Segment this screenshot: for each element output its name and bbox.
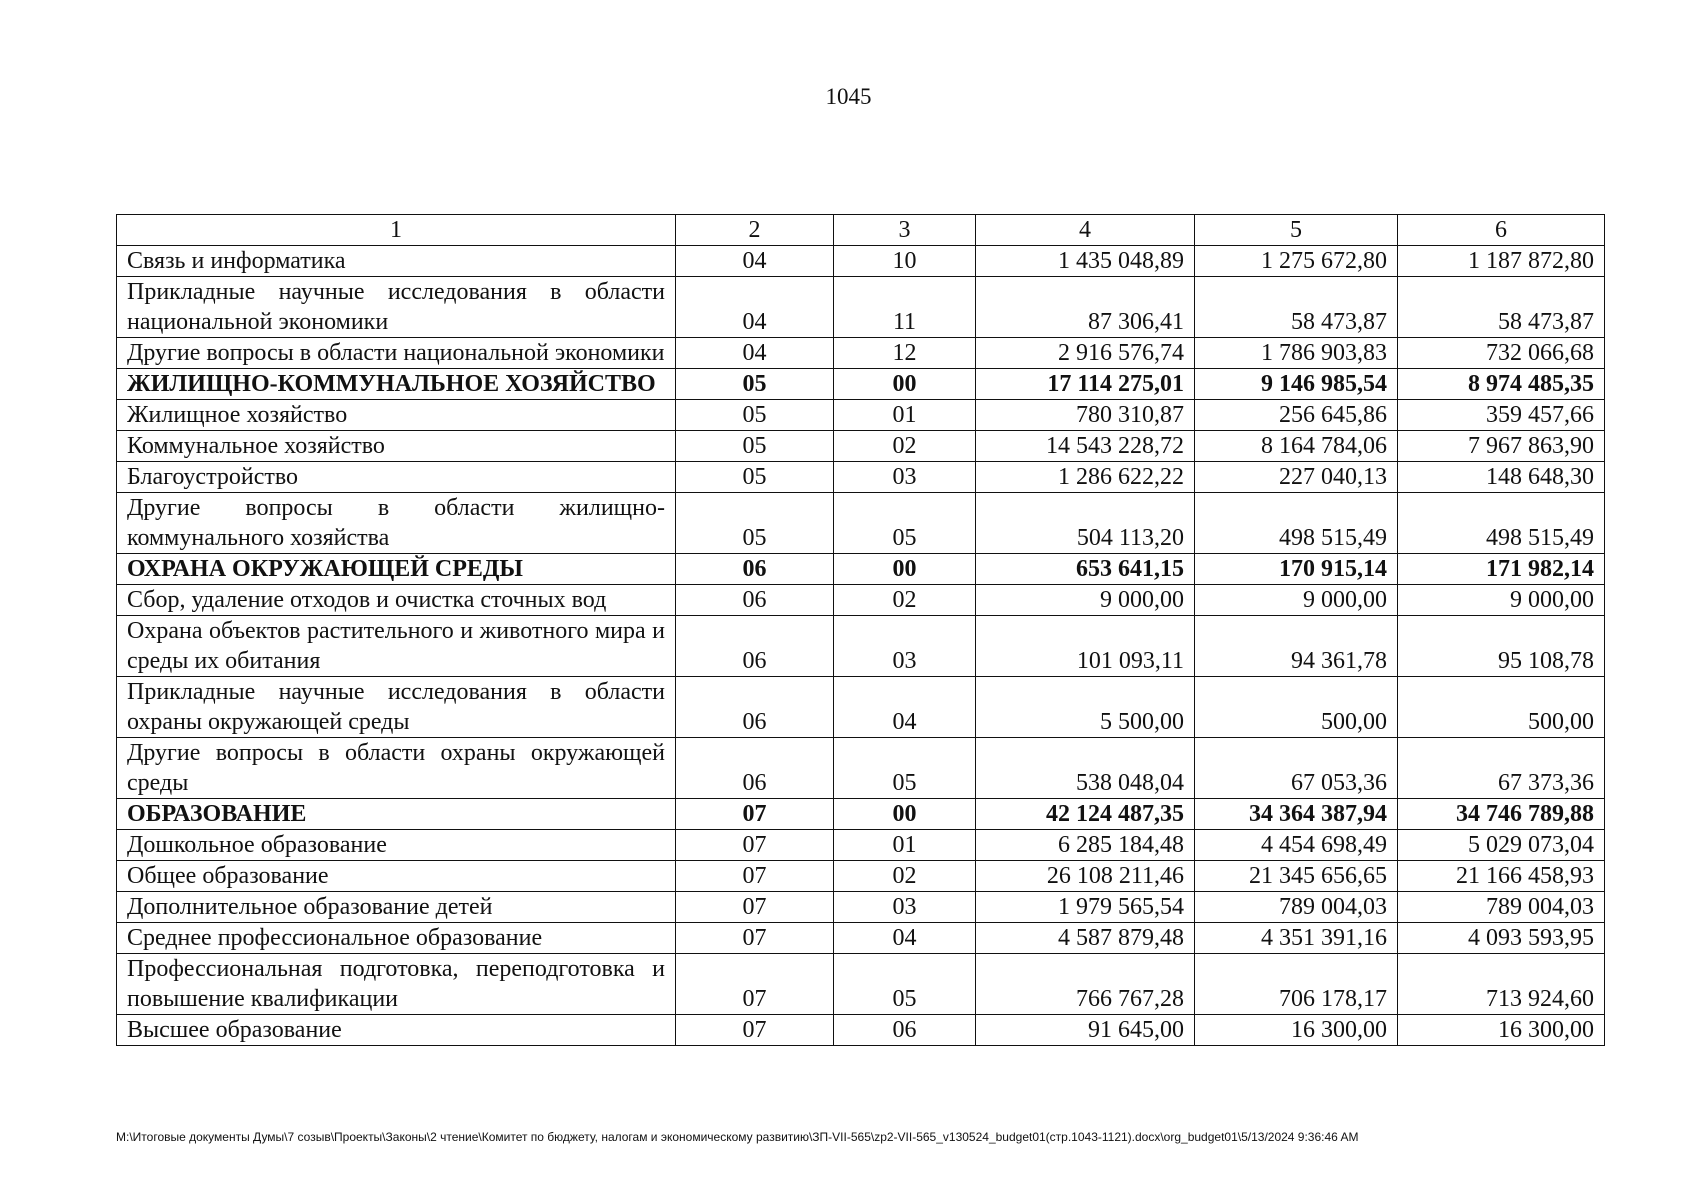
- section-code: 04: [676, 338, 834, 369]
- table-row: [117, 799, 1605, 830]
- section-code: 05: [676, 369, 834, 400]
- section-code: 07: [676, 923, 834, 954]
- table-row: [117, 954, 1605, 1015]
- budget-item-name: Высшее образование: [117, 1015, 676, 1046]
- subsection-code: 02: [834, 585, 976, 616]
- budget-item-name: Другие вопросы в области жилищно-коммунального хозяйства: [117, 493, 676, 554]
- table-header-row: [117, 215, 1605, 246]
- amount-col-6: 732 066,68: [1398, 338, 1605, 369]
- subsection-code: 06: [834, 1015, 976, 1046]
- table-row: [117, 923, 1605, 954]
- table-row: [117, 1015, 1605, 1046]
- amount-col-6: 9 000,00: [1398, 585, 1605, 616]
- table-row: [117, 246, 1605, 277]
- table-row: [117, 861, 1605, 892]
- amount-col-6: 148 648,30: [1398, 462, 1605, 493]
- section-code: 04: [676, 277, 834, 338]
- subsection-code: 12: [834, 338, 976, 369]
- column-header-3: 3: [834, 215, 976, 246]
- subsection-code: 03: [834, 892, 976, 923]
- subsection-code: 02: [834, 431, 976, 462]
- amount-col-5: 170 915,14: [1195, 554, 1398, 585]
- column-header-2: 2: [676, 215, 834, 246]
- section-code: 04: [676, 246, 834, 277]
- subsection-code: 02: [834, 861, 976, 892]
- amount-col-5: 498 515,49: [1195, 493, 1398, 554]
- table-row: [117, 277, 1605, 338]
- subsection-code: 05: [834, 493, 976, 554]
- amount-col-4: 14 543 228,72: [976, 431, 1195, 462]
- amount-col-5: 21 345 656,65: [1195, 861, 1398, 892]
- amount-col-6: 4 093 593,95: [1398, 923, 1605, 954]
- section-code: 07: [676, 954, 834, 1015]
- budget-item-name: Общее образование: [117, 861, 676, 892]
- amount-col-6: 16 300,00: [1398, 1015, 1605, 1046]
- amount-col-4: 653 641,15: [976, 554, 1195, 585]
- column-header-6: 6: [1398, 215, 1605, 246]
- budget-item-name: Профессиональная подготовка, переподготовка и повышение квалификации: [117, 954, 676, 1015]
- table-row: [117, 616, 1605, 677]
- table-row: [117, 677, 1605, 738]
- budget-table: [116, 214, 1605, 1046]
- amount-col-4: 91 645,00: [976, 1015, 1195, 1046]
- budget-item-name: Охрана объектов растительного и животного мира и среды их обитания: [117, 616, 676, 677]
- subsection-code: 04: [834, 923, 976, 954]
- section-code: 05: [676, 431, 834, 462]
- budget-item-name: ОБРАЗОВАНИЕ: [117, 799, 676, 830]
- amount-col-6: 95 108,78: [1398, 616, 1605, 677]
- amount-col-6: 8 974 485,35: [1398, 369, 1605, 400]
- column-header-4: 4: [976, 215, 1195, 246]
- amount-col-6: 34 746 789,88: [1398, 799, 1605, 830]
- amount-col-6: 359 457,66: [1398, 400, 1605, 431]
- amount-col-5: 1 275 672,80: [1195, 246, 1398, 277]
- amount-col-4: 2 916 576,74: [976, 338, 1195, 369]
- subsection-code: 11: [834, 277, 976, 338]
- table-row: [117, 738, 1605, 799]
- amount-col-4: 504 113,20: [976, 493, 1195, 554]
- amount-col-5: 706 178,17: [1195, 954, 1398, 1015]
- section-code: 05: [676, 493, 834, 554]
- page-number: 1045: [825, 84, 872, 109]
- budget-item-name: Сбор, удаление отходов и очистка сточных вод: [117, 585, 676, 616]
- subsection-code: 00: [834, 799, 976, 830]
- amount-col-6: 171 982,14: [1398, 554, 1605, 585]
- amount-col-4: 87 306,41: [976, 277, 1195, 338]
- amount-col-5: 1 786 903,83: [1195, 338, 1398, 369]
- amount-col-4: 1 286 622,22: [976, 462, 1195, 493]
- subsection-code: 03: [834, 616, 976, 677]
- amount-col-4: 101 093,11: [976, 616, 1195, 677]
- amount-col-6: 1 187 872,80: [1398, 246, 1605, 277]
- budget-item-name: Прикладные научные исследования в области охраны окружающей среды: [117, 677, 676, 738]
- budget-item-name: Благоустройство: [117, 462, 676, 493]
- amount-col-5: 58 473,87: [1195, 277, 1398, 338]
- amount-col-6: 21 166 458,93: [1398, 861, 1605, 892]
- budget-item-name: Другие вопросы в области национальной экономики: [117, 338, 676, 369]
- budget-item-name: Дошкольное образование: [117, 830, 676, 861]
- amount-col-5: 9 000,00: [1195, 585, 1398, 616]
- amount-col-4: 9 000,00: [976, 585, 1195, 616]
- section-code: 07: [676, 892, 834, 923]
- amount-col-6: 67 373,36: [1398, 738, 1605, 799]
- amount-col-4: 766 767,28: [976, 954, 1195, 1015]
- amount-col-4: 26 108 211,46: [976, 861, 1195, 892]
- amount-col-4: 1 979 565,54: [976, 892, 1195, 923]
- amount-col-5: 8 164 784,06: [1195, 431, 1398, 462]
- column-header-1: 1: [117, 215, 676, 246]
- amount-col-4: 538 048,04: [976, 738, 1195, 799]
- amount-col-5: 16 300,00: [1195, 1015, 1398, 1046]
- section-code: 06: [676, 585, 834, 616]
- amount-col-5: 256 645,86: [1195, 400, 1398, 431]
- table-row: [117, 585, 1605, 616]
- subsection-code: 04: [834, 677, 976, 738]
- amount-col-5: 789 004,03: [1195, 892, 1398, 923]
- section-code: 07: [676, 1015, 834, 1046]
- amount-col-4: 42 124 487,35: [976, 799, 1195, 830]
- amount-col-4: 4 587 879,48: [976, 923, 1195, 954]
- budget-item-name: Дополнительное образование детей: [117, 892, 676, 923]
- section-code: 05: [676, 400, 834, 431]
- section-code: 05: [676, 462, 834, 493]
- subsection-code: 05: [834, 738, 976, 799]
- amount-col-5: 4 351 391,16: [1195, 923, 1398, 954]
- amount-col-6: 58 473,87: [1398, 277, 1605, 338]
- subsection-code: 01: [834, 400, 976, 431]
- table-row: [117, 338, 1605, 369]
- amount-col-5: 34 364 387,94: [1195, 799, 1398, 830]
- table-row: [117, 431, 1605, 462]
- subsection-code: 03: [834, 462, 976, 493]
- section-code: 06: [676, 554, 834, 585]
- section-code: 06: [676, 677, 834, 738]
- amount-col-6: 498 515,49: [1398, 493, 1605, 554]
- budget-item-name: Связь и информатика: [117, 246, 676, 277]
- table-row: [117, 462, 1605, 493]
- amount-col-4: 17 114 275,01: [976, 369, 1195, 400]
- amount-col-6: 5 029 073,04: [1398, 830, 1605, 861]
- table-row: [117, 830, 1605, 861]
- section-code: 07: [676, 799, 834, 830]
- table-row: [117, 493, 1605, 554]
- amount-col-4: 5 500,00: [976, 677, 1195, 738]
- section-code: 06: [676, 738, 834, 799]
- budget-item-name: Другие вопросы в области охраны окружающей среды: [117, 738, 676, 799]
- budget-item-name: Жилищное хозяйство: [117, 400, 676, 431]
- table-row: [117, 369, 1605, 400]
- amount-col-5: 94 361,78: [1195, 616, 1398, 677]
- budget-item-name: Коммунальное хозяйство: [117, 431, 676, 462]
- budget-item-name: ОХРАНА ОКРУЖАЮЩЕЙ СРЕДЫ: [117, 554, 676, 585]
- amount-col-4: 1 435 048,89: [976, 246, 1195, 277]
- section-code: 06: [676, 616, 834, 677]
- table-body: [117, 246, 1605, 1046]
- table-row: [117, 400, 1605, 431]
- section-code: 07: [676, 830, 834, 861]
- budget-item-name: ЖИЛИЩНО-КОММУНАЛЬНОЕ ХОЗЯЙСТВО: [117, 369, 676, 400]
- amount-col-5: 500,00: [1195, 677, 1398, 738]
- table-row: [117, 554, 1605, 585]
- document-path-footer: M:\Итоговые документы Думы\7 созыв\Проекты\Законы\2 чтение\Комитет по бюджету, налогам и экономическому развитию\ЗП-VII-565\zp2-VII-565_v130524_budget01(стр.1043-1121).docx\org_budget01\5/13/2024 9:36:46 AM: [116, 1130, 1359, 1144]
- amount-col-4: 6 285 184,48: [976, 830, 1195, 861]
- amount-col-6: 789 004,03: [1398, 892, 1605, 923]
- subsection-code: 10: [834, 246, 976, 277]
- subsection-code: 00: [834, 554, 976, 585]
- table-row: [117, 892, 1605, 923]
- amount-col-5: 67 053,36: [1195, 738, 1398, 799]
- amount-col-6: 7 967 863,90: [1398, 431, 1605, 462]
- budget-item-name: Прикладные научные исследования в области национальной экономики: [117, 277, 676, 338]
- amount-col-6: 713 924,60: [1398, 954, 1605, 1015]
- amount-col-5: 4 454 698,49: [1195, 830, 1398, 861]
- amount-col-5: 9 146 985,54: [1195, 369, 1398, 400]
- budget-item-name: Среднее профессиональное образование: [117, 923, 676, 954]
- subsection-code: 00: [834, 369, 976, 400]
- amount-col-5: 227 040,13: [1195, 462, 1398, 493]
- amount-col-6: 500,00: [1398, 677, 1605, 738]
- subsection-code: 01: [834, 830, 976, 861]
- column-header-5: 5: [1195, 215, 1398, 246]
- section-code: 07: [676, 861, 834, 892]
- subsection-code: 05: [834, 954, 976, 1015]
- amount-col-4: 780 310,87: [976, 400, 1195, 431]
